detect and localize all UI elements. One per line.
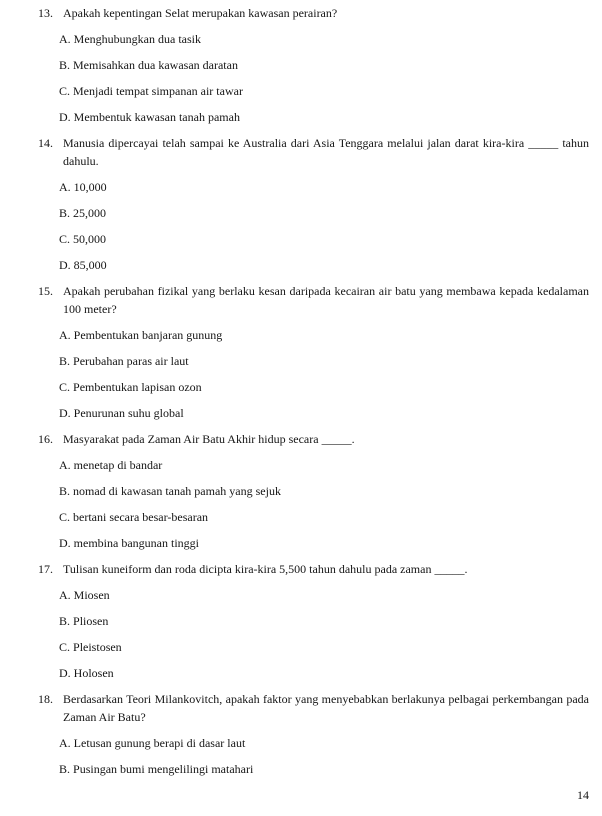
option-label: B.: [59, 354, 71, 368]
option-text: Pusingan bumi mengelilingi matahari: [73, 762, 254, 776]
option-label: B.: [59, 206, 71, 220]
option-row: [59, 638, 589, 656]
option-text: Pleistosen: [73, 640, 122, 654]
option-row: [59, 734, 589, 752]
option-label: A.: [59, 588, 71, 602]
option-text: menetap di bandar: [73, 458, 163, 472]
option-text: nomad di kawasan tanah pamah yang sejuk: [73, 484, 281, 498]
option-text: 50,000: [73, 232, 107, 246]
question-14: [38, 134, 589, 274]
option-label: D.: [59, 110, 71, 124]
question-number: 17.: [38, 562, 53, 576]
option-row: [59, 204, 589, 222]
option-row: [59, 378, 589, 396]
option-row: [59, 456, 589, 474]
option-label: D.: [59, 406, 71, 420]
option-label: C.: [59, 510, 71, 524]
question-17: [38, 560, 589, 682]
option-text: Membentuk kawasan tanah pamah: [73, 110, 240, 124]
question-text: Masyarakat pada Zaman Air Batu Akhir hidup secara _____.: [63, 432, 355, 446]
question-head: [38, 690, 589, 726]
option-text: Pembentukan lapisan ozon: [73, 380, 202, 394]
option-row: [59, 178, 589, 196]
question-16: [38, 430, 589, 552]
option-text: bertani secara besar-besaran: [73, 510, 209, 524]
question-text: Apakah kepentingan Selat merupakan kawasan perairan?: [63, 6, 338, 20]
option-label: A.: [59, 736, 71, 750]
option-text: Menghubungkan dua tasik: [73, 32, 201, 46]
option-row: [59, 82, 589, 100]
option-row: [59, 108, 589, 126]
option-row: [59, 586, 589, 604]
question-18: [38, 690, 589, 778]
question-number: 13.: [38, 6, 53, 20]
option-row: [59, 326, 589, 344]
question-text: Berdasarkan Teori Milankovitch, apakah faktor yang menyebabkan berlakunya pelbagai perkembangan pada Zaman Air Batu?: [63, 692, 589, 724]
option-text: Memisahkan dua kawasan daratan: [73, 58, 238, 72]
option-label: A.: [59, 180, 71, 194]
question-head: [38, 282, 589, 318]
question-number: 18.: [38, 692, 53, 706]
option-label: C.: [59, 640, 71, 654]
option-text: Miosen: [73, 588, 110, 602]
option-text: Pembentukan banjaran gunung: [73, 328, 223, 342]
question-13: [38, 4, 589, 126]
option-row: [59, 534, 589, 552]
question-text: Manusia dipercayai telah sampai ke Australia dari Asia Tenggara melalui jalan darat kira-kira _____ tahun dahulu.: [63, 136, 589, 168]
option-text: membina bangunan tinggi: [73, 536, 199, 550]
option-label: B.: [59, 484, 71, 498]
option-row: [59, 352, 589, 370]
question-number: 16.: [38, 432, 53, 446]
question-head: [38, 430, 589, 448]
question-text: Tulisan kuneiform dan roda dicipta kira-kira 5,500 tahun dahulu pada zaman _____.: [63, 562, 468, 576]
option-label: B.: [59, 762, 71, 776]
page-number: 14: [577, 788, 589, 802]
question-head: [38, 560, 589, 578]
question-head: [38, 134, 589, 170]
option-text: 25,000: [73, 206, 107, 220]
question-number: 14.: [38, 136, 53, 150]
question-head: [38, 4, 589, 22]
option-row: [59, 56, 589, 74]
option-text: Perubahan paras air laut: [73, 354, 189, 368]
option-row: [59, 256, 589, 274]
option-row: [59, 612, 589, 630]
option-text: Penurunan suhu global: [73, 406, 184, 420]
option-text: Menjadi tempat simpanan air tawar: [73, 84, 243, 98]
option-row: [59, 760, 589, 778]
option-label: D.: [59, 666, 71, 680]
option-text: 10,000: [73, 180, 107, 194]
option-label: D.: [59, 258, 71, 272]
option-label: C.: [59, 84, 71, 98]
option-text: Letusan gunung berapi di dasar laut: [73, 736, 246, 750]
option-text: Pliosen: [73, 614, 109, 628]
option-label: A.: [59, 328, 71, 342]
option-text: 85,000: [73, 258, 107, 272]
option-label: A.: [59, 458, 71, 472]
option-row: [59, 482, 589, 500]
option-row: [59, 404, 589, 422]
question-15: [38, 282, 589, 422]
question-number: 15.: [38, 284, 53, 298]
option-label: A.: [59, 32, 71, 46]
option-row: [59, 30, 589, 48]
option-text: Holosen: [73, 666, 114, 680]
option-label: B.: [59, 614, 71, 628]
option-row: [59, 664, 589, 682]
option-row: [59, 508, 589, 526]
question-text: Apakah perubahan fizikal yang berlaku kesan daripada kecairan air batu yang membawa kepada kedalaman 100 meter?: [63, 284, 589, 316]
option-label: C.: [59, 380, 71, 394]
option-row: [59, 230, 589, 248]
option-label: B.: [59, 58, 71, 72]
option-label: C.: [59, 232, 71, 246]
option-label: D.: [59, 536, 71, 550]
